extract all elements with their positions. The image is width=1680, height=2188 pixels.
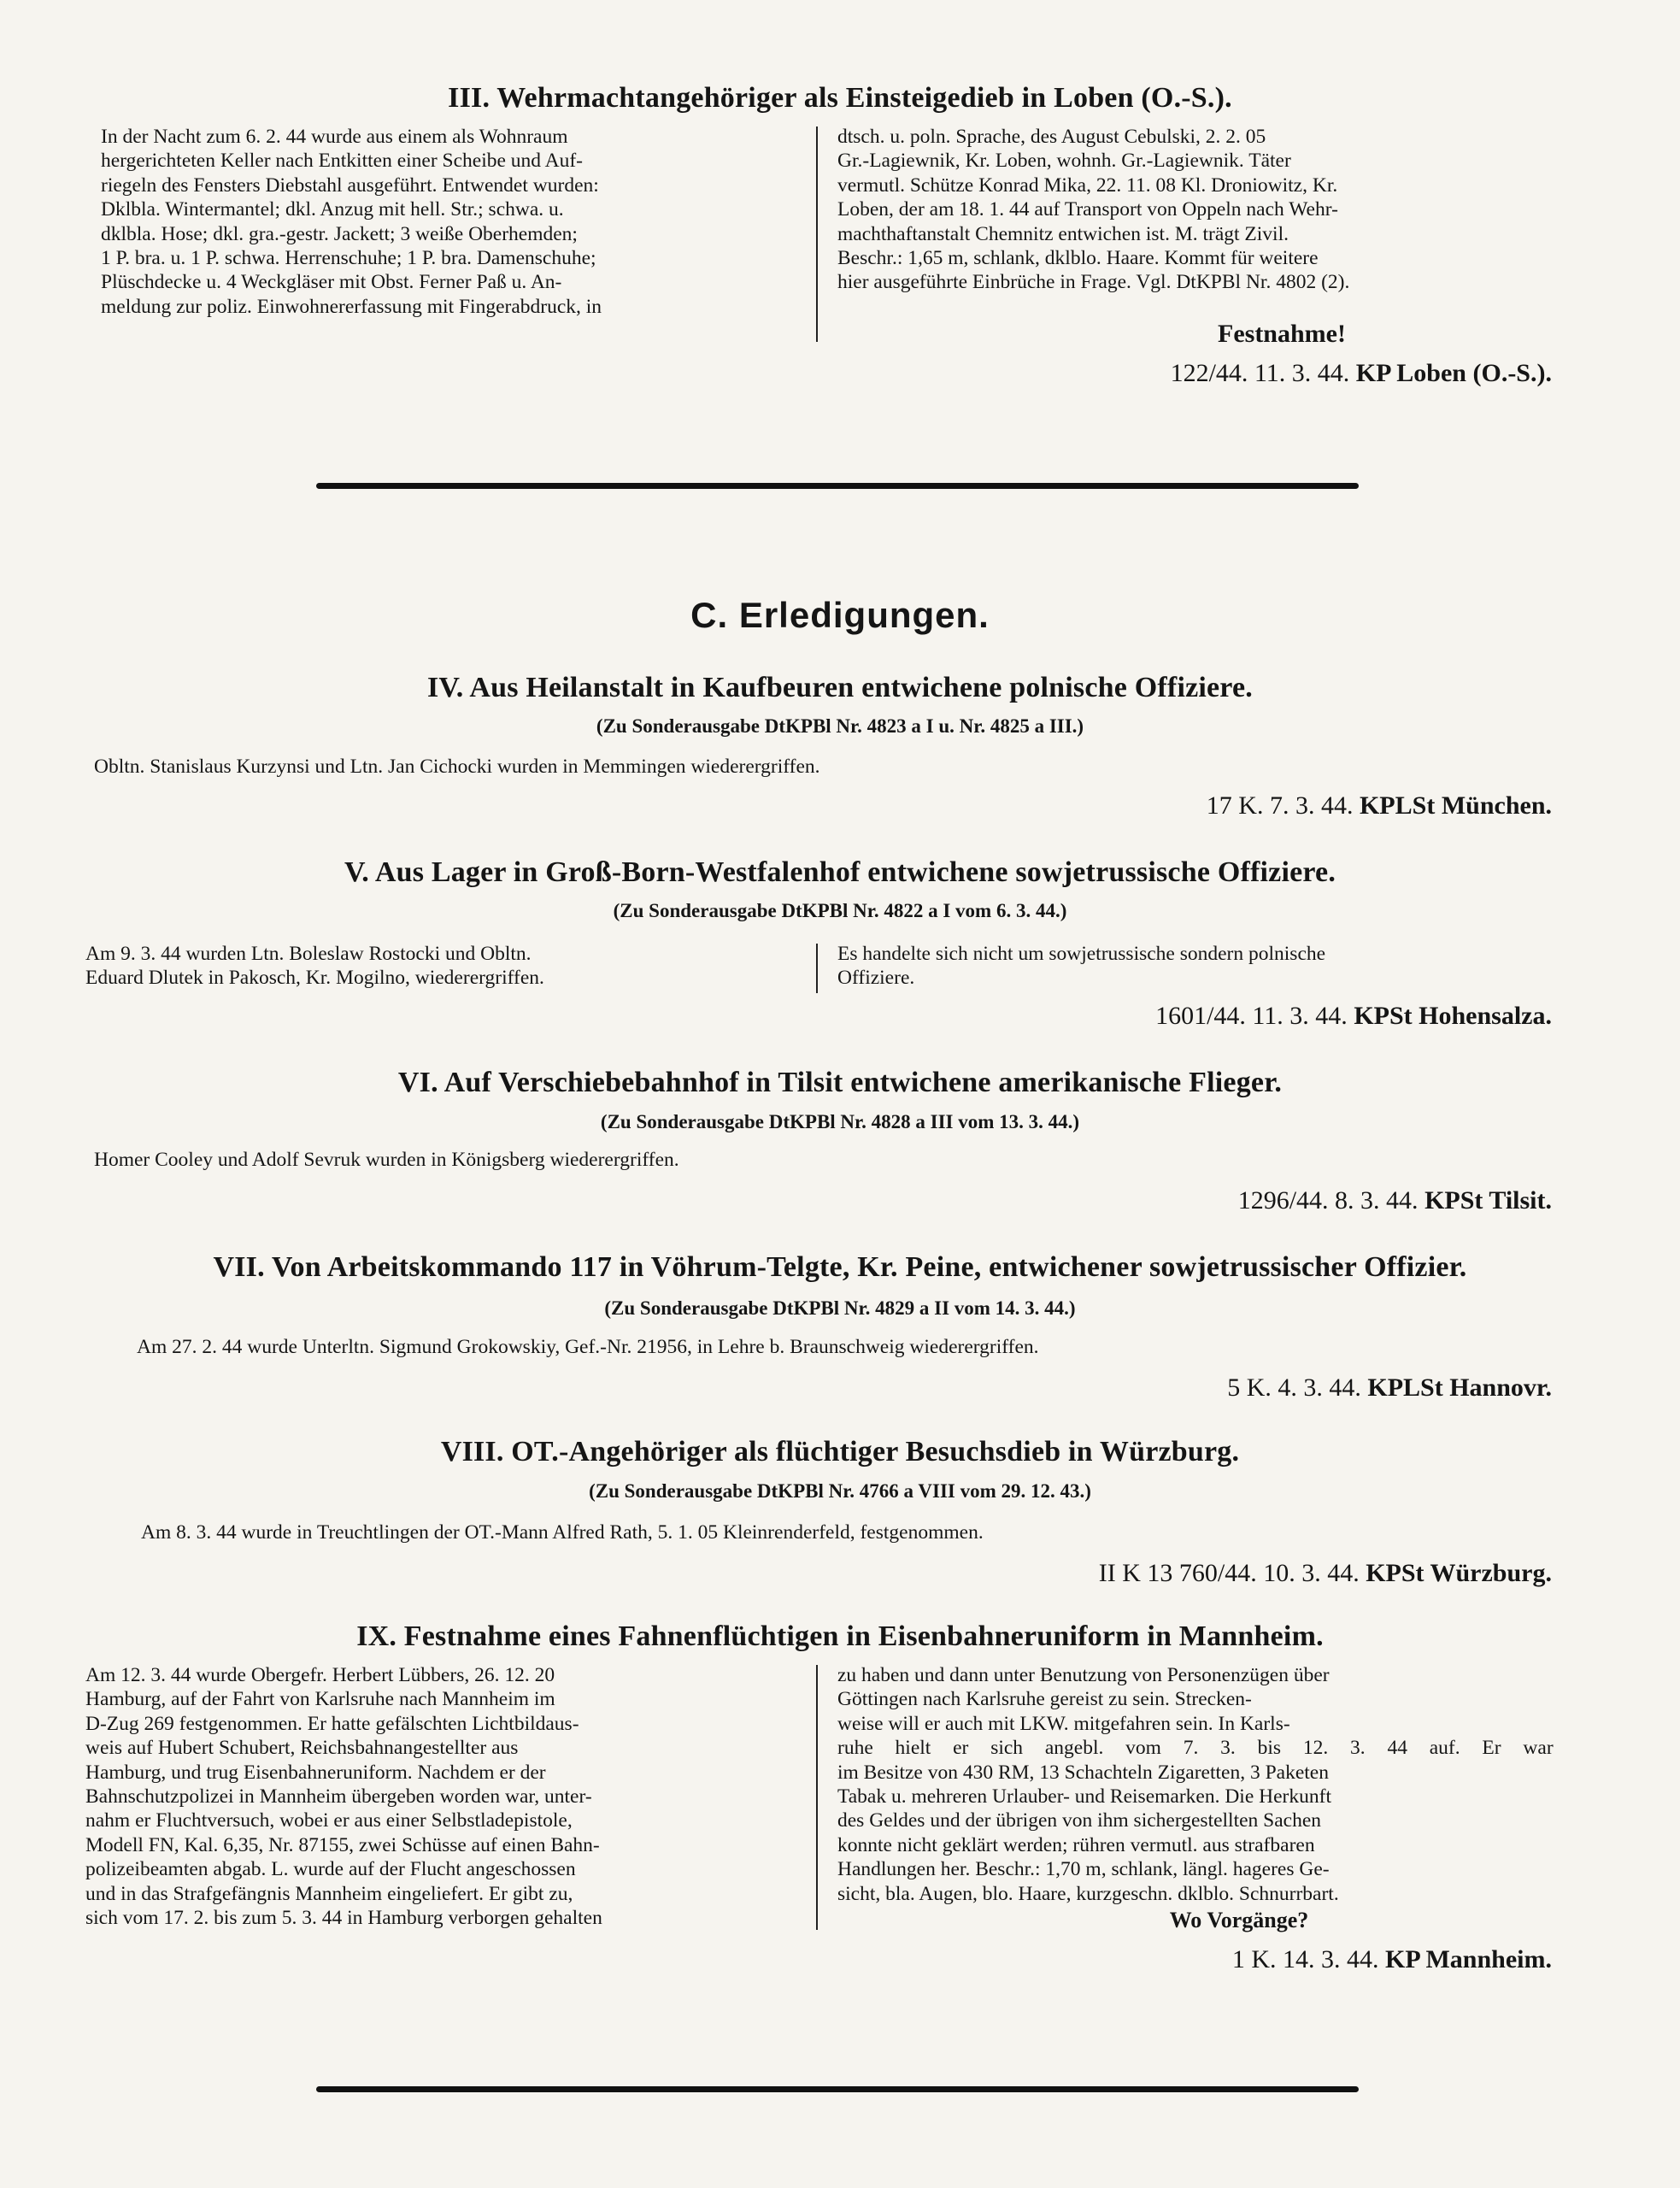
text-line: Offiziere. — [837, 967, 915, 990]
text-line: Hamburg, und trug Eisenbahneruniform. Nachdem er der — [85, 1761, 546, 1784]
text-line: machthaftanstalt Chemnitz entwichen ist. M. trägt Zivil. — [837, 222, 1289, 245]
text-line: D-Zug 269 festgenommen. Er hatte gefälschten Lichtbildaus- — [85, 1712, 579, 1735]
text-line: Handlungen her. Beschr.: 1,70 m, schlank, längl. hageres Ge- — [837, 1858, 1330, 1881]
section-iv-signature — [1207, 791, 1552, 820]
text-line: und in das Strafgefängnis Mannheim eingeliefert. Er gibt zu, — [85, 1882, 573, 1905]
signature-ref: II K 13 760/44. 10. 3. 44. — [1098, 1559, 1360, 1587]
text-line: Dklbla. Wintermantel; dkl. Anzug mit hell. Str.; schwa. u. — [101, 198, 564, 221]
signature-agency: KP Loben (O.-S.). — [1355, 359, 1552, 387]
signature-agency: KPSt Würzburg. — [1366, 1559, 1552, 1587]
text-line: meldung zur poliz. Einwohnererfassung mit Fingerabdruck, in — [101, 295, 602, 318]
text-line: dtsch. u. poln. Sprache, des August Cebulski, 2. 2. 05 — [837, 126, 1266, 148]
erledigungen-heading: C. Erledigungen. — [690, 595, 990, 635]
section-divider-rule — [316, 2086, 1359, 2092]
text-line: dklbla. Hose; dkl. gra.-gestr. Jackett; 3 weiße Oberhemden; — [101, 222, 578, 245]
section-v-signature — [1155, 1002, 1552, 1031]
section-vi-text: Homer Cooley und Adolf Sevruk wurden in Königsberg wiederergriffen. — [94, 1149, 679, 1171]
signature-ref: 1 K. 14. 3. 44. — [1231, 1945, 1379, 1973]
section-viii-signature — [1099, 1559, 1552, 1588]
section-v-reference: (Zu Sonderausgabe DtKPBl Nr. 4822 a I vom 6. 3. 44.) — [613, 900, 1067, 921]
festnahme-label: Festnahme! — [1218, 320, 1346, 348]
text-line: Es handelte sich nicht um sowjetrussische sondern polnische — [837, 943, 1326, 965]
section-v-left-column — [85, 942, 803, 991]
section-iv-reference: (Zu Sonderausgabe DtKPBl Nr. 4823 a I u. Nr. 4825 a III.) — [596, 715, 1084, 737]
text-line: 1 P. bra. u. 1 P. schwa. Herrenschuhe; 1 P. bra. Damenschuhe; — [101, 247, 596, 270]
signature-agency: KPSt Hohensalza. — [1354, 1002, 1552, 1030]
text-line: nahm er Fluchtversuch, wobei er aus einer Selbstladepistole, — [85, 1809, 573, 1832]
section-v-right-column — [837, 942, 1554, 991]
section-divider-rule — [316, 483, 1359, 489]
text-line: Plüschdecke u. 4 Weckgläser mit Obst. Ferner Paß u. An- — [101, 271, 562, 294]
section-ix-right-column — [837, 1663, 1554, 1906]
section-iii-signature — [1171, 359, 1552, 388]
signature-ref: 17 K. 7. 3. 44. — [1206, 791, 1354, 820]
section-ix-title: IX. Festnahme eines Fahnenflüchtigen in Eisenbahneruniform in Mannheim. — [356, 1620, 1324, 1652]
section-vii-title: VII. Von Arbeitskommando 117 in Vöhrum-Telgte, Kr. Peine, entwichener sowjetrussischer Offizier. — [213, 1251, 1467, 1283]
section-vi-reference: (Zu Sonderausgabe DtKPBl Nr. 4828 a III vom 13. 3. 44.) — [600, 1111, 1080, 1132]
text-line: im Besitze von 430 RM, 13 Schachteln Zigaretten, 3 Paketen — [837, 1761, 1329, 1784]
section-viii-reference: (Zu Sonderausgabe DtKPBl Nr. 4766 a VIII vom 29. 12. 43.) — [589, 1480, 1091, 1502]
text-line: hier ausgeführte Einbrüche in Frage. Vgl. DtKPBl Nr. 4802 (2). — [837, 271, 1350, 294]
text-line: weis auf Hubert Schubert, Reichsbahnangestellter aus — [85, 1737, 519, 1760]
text-line: Hamburg, auf der Fahrt von Karlsruhe nach Mannheim im — [85, 1688, 555, 1711]
section-iii-left-column — [101, 125, 803, 319]
text-line: weise will er auch mit LKW. mitgefahren sein. In Karls- — [837, 1712, 1290, 1735]
wo-vorgaenge-label: Wo Vorgänge? — [1169, 1908, 1309, 1932]
signature-ref: 122/44. 11. 3. 44. — [1170, 359, 1350, 387]
section-iii-title: III. Wehrmachtangehöriger als Einsteigedieb in Loben (O.-S.). — [448, 82, 1232, 114]
section-iv-text: Obltn. Stanislaus Kurzynsi und Ltn. Jan Cichocki wurden in Memmingen wiederergriffen. — [94, 756, 820, 778]
section-iii-right-column — [837, 125, 1554, 295]
text-line: hergerichteten Keller nach Entkitten einer Scheibe und Auf- — [101, 150, 583, 173]
text-line: konnte nicht geklärt werden; rühren vermutl. aus strafbaren — [837, 1833, 1315, 1856]
text-line: polizeibeamten abgab. L. wurde auf der Flucht angeschossen — [85, 1858, 576, 1881]
text-line: Beschr.: 1,65 m, schlank, dklblo. Haare. Kommt für weitere — [837, 247, 1319, 270]
text-line: Gr.-Lagiewnik, Kr. Loben, wohnh. Gr.-Lagiewnik. Täter — [837, 150, 1291, 173]
text-line: vermutl. Schütze Konrad Mika, 22. 11. 08 Kl. Droniowitz, Kr. — [837, 174, 1338, 197]
signature-agency: KPLSt München. — [1359, 791, 1552, 820]
section-iv-title: IV. Aus Heilanstalt in Kaufbeuren entwichene polnische Offiziere. — [427, 672, 1253, 703]
signature-ref: 1601/44. 11. 3. 44. — [1155, 1002, 1348, 1030]
section-viii-text: Am 8. 3. 44 wurde in Treuchtlingen der OT.-Mann Alfred Rath, 5. 1. 05 Kleinrenderfeld, festgenommen. — [141, 1521, 984, 1544]
text-line: Eduard Dlutek in Pakosch, Kr. Mogilno, wiederergriffen. — [85, 967, 544, 990]
section-vii-reference: (Zu Sonderausgabe DtKPBl Nr. 4829 a II vom 14. 3. 44.) — [604, 1297, 1076, 1319]
section-vii-text: Am 27. 2. 44 wurde Unterltn. Sigmund Grokowskiy, Gef.-Nr. 21956, in Lehre b. Braunschweig wiederergriffen. — [137, 1336, 1039, 1358]
signature-ref: 5 K. 4. 3. 44. — [1227, 1373, 1361, 1402]
section-vi-signature — [1238, 1186, 1552, 1215]
text-line: Tabak u. mehreren Urlauber- und Reisemarken. Die Herkunft — [837, 1785, 1331, 1809]
column-divider — [816, 1665, 818, 1930]
column-divider — [816, 944, 818, 993]
signature-agency: KPSt Tilsit. — [1424, 1186, 1552, 1215]
text-line: Loben, der am 18. 1. 44 auf Transport von Oppeln nach Wehr- — [837, 198, 1338, 221]
section-viii-title: VIII. OT.-Angehöriger als flüchtiger Besuchsdieb in Würzburg. — [440, 1436, 1240, 1467]
text-line: zu haben und dann unter Benutzung von Personenzügen über — [837, 1664, 1330, 1686]
section-ix-left-column — [85, 1663, 803, 1930]
text-line: ruhe hielt er sich angebl. vom 7. 3. bis 12. 3. 44 auf. Er war — [837, 1737, 1554, 1760]
section-vi-title: VI. Auf Verschiebebahnhof in Tilsit entwichene amerikanische Flieger. — [397, 1067, 1283, 1098]
text-line: Am 9. 3. 44 wurden Ltn. Boleslaw Rostocki und Obltn. — [85, 943, 532, 965]
column-divider — [816, 126, 818, 342]
signature-ref: 1296/44. 8. 3. 44. — [1237, 1186, 1419, 1215]
signature-agency: KP Mannheim. — [1384, 1945, 1552, 1973]
text-line: riegeln des Fensters Diebstahl ausgeführt. Entwendet wurden: — [101, 174, 599, 197]
text-line: sicht, bla. Augen, blo. Haare, kurzgeschn. dklblo. Schnurrbart. — [837, 1882, 1339, 1905]
text-line: sich vom 17. 2. bis zum 5. 3. 44 in Hamburg verborgen gehalten — [85, 1907, 602, 1930]
text-line: Am 12. 3. 44 wurde Obergefr. Herbert Lübbers, 26. 12. 20 — [85, 1664, 555, 1686]
section-v-title: V. Aus Lager in Groß-Born-Westfalenhof entwichene sowjetrussische Offiziere. — [344, 856, 1336, 888]
text-line: In der Nacht zum 6. 2. 44 wurde aus einem als Wohnraum — [101, 126, 568, 148]
text-line: Göttingen nach Karlsruhe gereist zu sein. Strecken- — [837, 1688, 1252, 1711]
text-line: des Geldes und der übrigen von ihm sichergestellten Sachen — [837, 1809, 1322, 1832]
signature-agency: KPLSt Hannovr. — [1367, 1373, 1552, 1402]
text-line: Modell FN, Kal. 6,35, Nr. 87155, zwei Schüsse auf einen Bahn- — [85, 1833, 600, 1856]
section-ix-signature — [1232, 1945, 1552, 1974]
text-line: Bahnschutzpolizei in Mannheim übergeben worden war, unter- — [85, 1785, 592, 1809]
section-vii-signature — [1227, 1373, 1552, 1403]
